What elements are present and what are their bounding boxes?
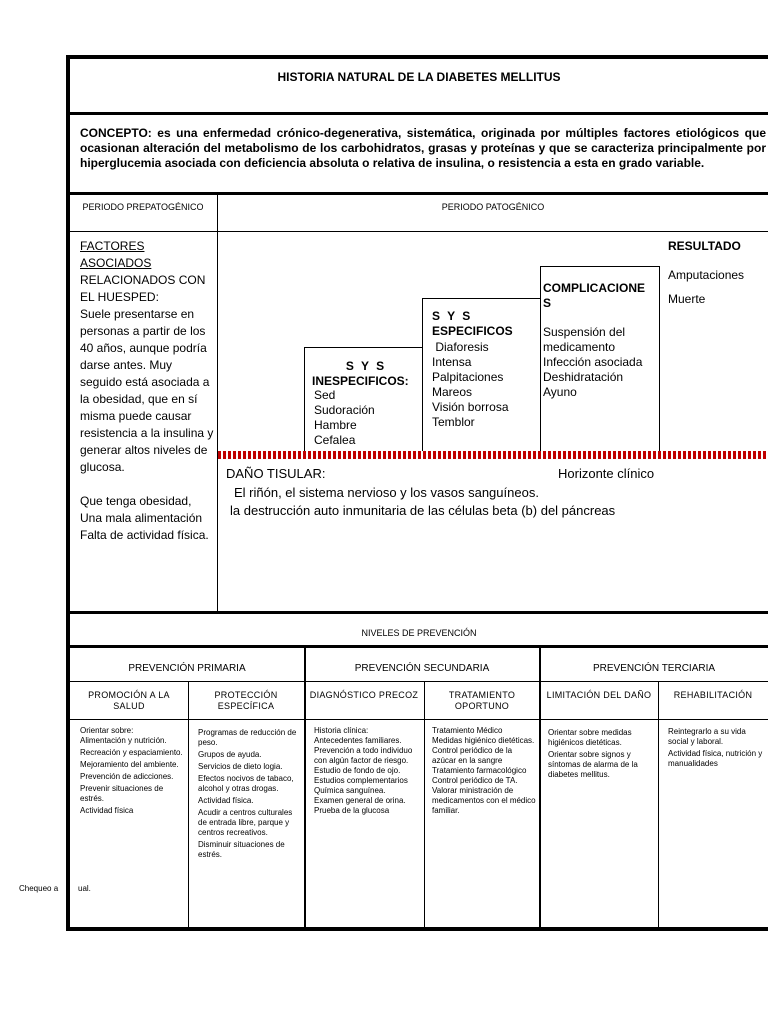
- list-item: Reintegrarlo a su vida social y laboral.: [668, 727, 746, 746]
- health-promotion-list: [80, 726, 186, 816]
- factors-text: Suele presentarse en personas a partir de los 40 años, aunque podría darse antes. Muy seguido está asociada a la obesidad, que en sí misma puede causar resistencia a la insulina y generar altos niveles de glucosa.: [80, 307, 214, 474]
- nonspecific-item: Cefalea: [314, 433, 356, 447]
- footnote-right: ual.: [78, 884, 91, 893]
- list-item: Orientar sobre signos y síntomas de alarma de la diabetes mellitus.: [548, 750, 638, 779]
- list-item: Grupos de ayuda.: [198, 750, 262, 759]
- tissue-damage-line-1: El riñón, el sistema nervioso y los vasos sanguíneos.: [234, 485, 539, 500]
- col-divider-1: [304, 647, 306, 927]
- col-header-specific-protection: PROTECCIÓN ESPECÍFICA: [214, 690, 278, 711]
- specific-item: Diaforesis: [432, 340, 489, 354]
- factors-heading-3: RELACIONADOS CON EL HUESPED:: [80, 273, 206, 304]
- title-divider: [70, 112, 768, 115]
- prevention-top-divider: [70, 611, 768, 614]
- list-item: Actividad física.: [198, 796, 254, 805]
- list-item: Actividad física: [80, 806, 134, 815]
- specific-item: Intensa: [432, 355, 472, 369]
- levels-divider: [70, 681, 768, 682]
- list-item: Prueba de la glucosa: [314, 806, 390, 815]
- result-item: Amputaciones: [668, 268, 745, 282]
- period-prepatogenic: PERIODO PREPATOGÉNICO: [82, 202, 204, 212]
- list-item: Acudir a centros culturales de entrada libre, parque y centros recreativos.: [198, 808, 293, 837]
- nonspecific-list: [314, 388, 420, 448]
- tissue-damage-line-2: la destrucción auto inmunitaria de las células beta (b) del páncreas: [230, 503, 616, 518]
- col-header-rehabilitation: REHABILITACIÓN: [673, 690, 753, 700]
- list-item: Tratamiento farmacológico: [432, 766, 527, 775]
- list-item: Valorar ministración de medicamentos con el médico familiar.: [432, 786, 536, 815]
- list-item: Antecedentes familiares.: [314, 736, 402, 745]
- result-title: RESULTADO: [668, 239, 741, 253]
- complications-title-2: S: [543, 296, 552, 310]
- col-divider-sub-1: [188, 681, 189, 927]
- complications-item: Ayuno: [543, 385, 577, 399]
- complications-title-1: COMPLICACIONE: [543, 281, 645, 295]
- list-item: Estudio de fondo de ojo.: [314, 766, 401, 775]
- prevention-header-divider: [70, 645, 768, 648]
- document-title: HISTORIA NATURAL DE LA DIABETES MELLITUS: [277, 70, 561, 84]
- list-item: Prevención a todo individuo con algún factor de riesgo.: [314, 746, 413, 765]
- list-item: Programas de reducción de peso.: [198, 728, 297, 747]
- complications-item: Infección asociada: [543, 355, 643, 369]
- list-item: Orientar sobre:: [80, 726, 134, 735]
- specific-protection-list: [198, 728, 300, 860]
- specific-item: Temblor: [432, 415, 475, 429]
- nonspecific-item: Sudoración: [314, 403, 375, 417]
- list-item: Control periódico de la azúcar en la sangre: [432, 746, 513, 765]
- specific-title-2: ESPECIFICOS: [432, 324, 513, 338]
- concept-divider: [70, 192, 768, 195]
- list-item: Examen general de orina.: [314, 796, 406, 805]
- list-item: Disminuir situaciones de estrés.: [198, 840, 285, 859]
- period-vertical-divider: [217, 194, 218, 612]
- list-item: Historia clínica:: [314, 726, 369, 735]
- list-item: Prevenir situaciones de estrés.: [80, 784, 164, 803]
- col-divider-sub-3: [658, 681, 659, 927]
- list-item: Tratamiento Médico: [432, 726, 503, 735]
- list-item: Mejoramiento del ambiente.: [80, 760, 179, 769]
- factors-heading-2: ASOCIADOS: [80, 256, 152, 270]
- columns-divider: [70, 719, 768, 720]
- timely-treatment-list: [432, 726, 536, 816]
- col-header-damage-limitation: LIMITACIÓN DEL DAÑO: [546, 690, 652, 700]
- specific-signs: [432, 309, 538, 339]
- list-item: Prevención de adicciones.: [80, 772, 174, 781]
- concept-paragraph: CONCEPTO: es una enfermedad crónico-degenerativa, sistemática, originada por múltiples factores etiológicos que ocasionan alteración del metabolismo de los carbohidratos, grasas y proteínas y que se caracteriza principalmente por hiperglucemia asociada con deficiencia absoluta o relativa de insulina, o resistencia a esta en grado variable.: [80, 126, 766, 170]
- tertiary-prevention: PREVENCIÓN TERCIARIA: [592, 663, 716, 674]
- nonspecific-title-2: INESPECIFICOS:: [312, 374, 409, 388]
- specific-item: Mareos: [432, 385, 473, 399]
- col-divider-sub-2: [424, 681, 425, 927]
- complications-item: medicamento: [543, 340, 616, 354]
- col-divider-2: [539, 647, 541, 927]
- secondary-prevention: PREVENCIÓN SECUNDARIA: [354, 663, 490, 674]
- clinical-horizon-label: Horizonte clínico: [558, 466, 655, 481]
- period-patogenic: PERIODO PATOGÉNICO: [441, 202, 545, 212]
- list-item: Efectos nocivos de tabaco, alcohol y otras drogas.: [198, 774, 294, 793]
- specific-item: Visión borrosa: [432, 400, 509, 414]
- nonspecific-signs: [312, 359, 420, 389]
- col-header-health-promotion: PROMOCIÓN A LA SALUD: [88, 690, 170, 711]
- complications-list: [543, 325, 659, 400]
- result-list: [668, 263, 768, 311]
- footnote-left: Chequeo a: [19, 884, 59, 893]
- host-factors: [80, 238, 216, 544]
- specific-item: Palpitaciones: [432, 370, 504, 384]
- col-header-timely-treatment: TRATAMIENTO OPORTUNO: [448, 690, 516, 711]
- prevention-header: NIVELES DE PREVENCIÓN: [361, 628, 477, 638]
- list-item: Medidas higiénico dietéticas.: [432, 736, 535, 745]
- list-item: Servicios de dieto logia.: [198, 762, 283, 771]
- tissue-damage-label: DAÑO TISULAR:: [226, 466, 326, 481]
- col-header-early-diagnosis: DIAGNÓSTICO PRECOZ: [309, 690, 419, 700]
- nonspecific-item: Sed: [314, 388, 336, 402]
- early-diagnosis-list: [314, 726, 422, 816]
- damage-limitation-list: [548, 728, 654, 780]
- factors-heading-1: FACTORES: [80, 239, 145, 253]
- nonspecific-title-1: S Y S: [345, 359, 387, 373]
- rehabilitation-list: [668, 727, 768, 769]
- list-item: Recreación y espaciamiento.: [80, 748, 183, 757]
- complications-title: [543, 281, 659, 311]
- list-item: Control periódico de TA.: [432, 776, 518, 785]
- list-item: Estudios complementarios: [314, 776, 408, 785]
- result-item: Muerte: [668, 292, 706, 306]
- period-divider: [70, 231, 768, 232]
- primary-prevention: PREVENCIÓN PRIMARIA: [128, 663, 246, 674]
- complications-item: Deshidratación: [543, 370, 624, 384]
- clinical-horizon-line: [218, 451, 768, 459]
- specific-list: [432, 340, 538, 430]
- complications-item: Suspensión del: [543, 325, 626, 339]
- list-item: Alimentación y nutrición.: [80, 736, 167, 745]
- list-item: Orientar sobre medidas higiénicos dietéticas.: [548, 728, 632, 747]
- nonspecific-item: Hambre: [314, 418, 357, 432]
- list-item: Actividad física, nutrición y manualidades: [668, 749, 763, 768]
- list-item: Química sanguínea.: [314, 786, 386, 795]
- factors-text-2: Que tenga obesidad, Una mala alimentación Falta de actividad física.: [80, 494, 209, 542]
- specific-title-1: S Y S: [432, 309, 473, 323]
